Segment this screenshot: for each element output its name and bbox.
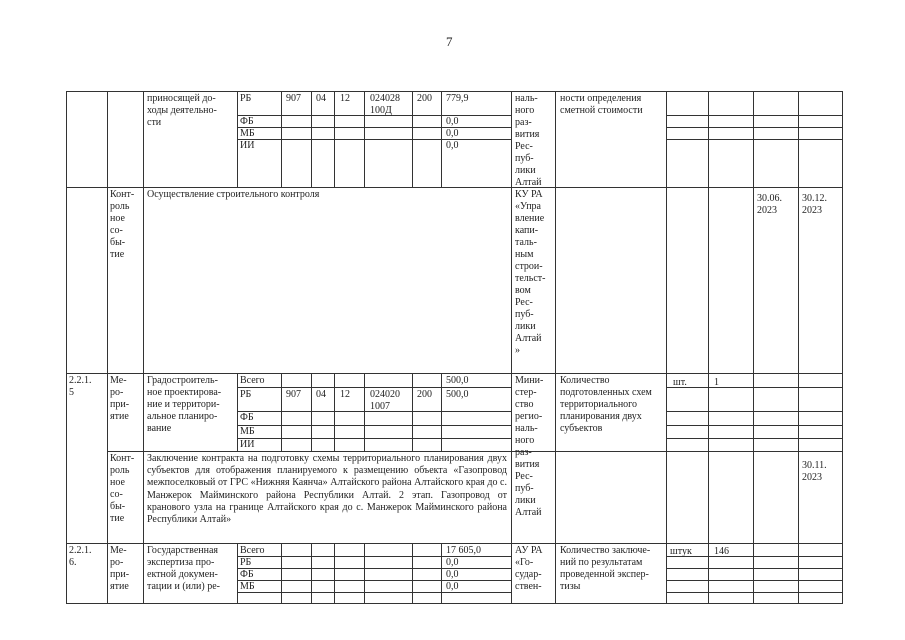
rz-code: 04: [316, 389, 326, 400]
event-name: приносящей до- ходы деятельно- сти: [147, 93, 217, 128]
indicator: ности определения сметной стоимости: [560, 93, 643, 116]
funding-source: РБ: [240, 389, 252, 400]
item-number: 2.2.1. 5: [69, 375, 92, 398]
date-end: 30.11. 2023: [802, 460, 827, 483]
amount: 500,0: [446, 375, 469, 386]
amount: 0,0: [446, 569, 459, 580]
rz-code: 04: [316, 93, 326, 104]
event-kind: Конт- роль ное со- бы- тие: [110, 189, 135, 260]
csr-code: 024028 100Д: [370, 93, 400, 116]
funding-source: ИИ: [240, 140, 255, 151]
amount: 0,0: [446, 557, 459, 568]
page-number: 7: [446, 34, 453, 49]
vr-code: 200: [417, 389, 432, 400]
event-name: Градостроитель- ное проектирова- ние и территори- альное планиро- вание: [147, 375, 222, 434]
funding-source: ИИ: [240, 439, 255, 450]
indicator: Количество заключе- ний по результатам проведенной экспер- тизы: [560, 545, 651, 592]
responsible: Мини- стер- ство регио- наль- ного раз- вития Рес- пуб- лики Алтай: [515, 375, 544, 518]
funding-source: РБ: [240, 557, 252, 568]
pr-code: 12: [340, 93, 350, 104]
event-kind: Ме- ро- при- ятие: [110, 375, 130, 422]
funding-source: Всего: [240, 545, 265, 556]
event-name: Государственная экспертиза про- ектной докумен- тации и (или) ре-: [147, 545, 220, 592]
gr-code: 907: [286, 389, 301, 400]
date-end: 30.12. 2023: [802, 193, 827, 216]
amount: 500,0: [446, 389, 469, 400]
csr-code: 024020 1007: [370, 389, 400, 412]
amount: 779,9: [446, 93, 469, 104]
event-kind: Ме- ро- при- ятие: [110, 545, 130, 592]
vr-code: 200: [417, 93, 432, 104]
pr-code: 12: [340, 389, 350, 400]
date-start: 30.06. 2023: [757, 193, 782, 216]
event-description: Заключение контракта на подготовку схемы территориального планирования двух субъектов для отображения планируемого к размещению объекта «Газопровод межпоселковый от ГРС «Нижняя Каянча» Алтайского района Алтайского края до с. Манжерок Майминского района Республики Алтай. 2 этап. Газопровод от кранового узла на границе Алтайского края до с. Манжерок Майминского района Республики Алтай»: [147, 453, 507, 526]
indicator: Количество подготовленных схем территориального планирования двух субъектов: [560, 375, 652, 434]
funding-source: МБ: [240, 128, 255, 139]
unit: штук: [670, 546, 692, 557]
responsible: КУ РА «Упра вление капи- таль- ным строи- тельст- вом Рес- пуб- лики Алтай »: [515, 189, 546, 356]
gr-code: 907: [286, 93, 301, 104]
item-number: 2.2.1. 6.: [69, 545, 92, 568]
funding-source: РБ: [240, 93, 252, 104]
funding-source: ФБ: [240, 116, 254, 127]
funding-source: ФБ: [240, 569, 254, 580]
funding-source: МБ: [240, 581, 255, 592]
funding-source: ФБ: [240, 412, 254, 423]
funding-source: Всего: [240, 375, 265, 386]
amount: 0,0: [446, 140, 459, 151]
amount: 17 605,0: [446, 545, 481, 556]
unit: шт.: [673, 377, 687, 388]
responsible: наль- ного раз- вития Рес- пуб- лики Алтай: [515, 93, 542, 188]
responsible: АУ РА «Го- судар- ствен-: [515, 545, 543, 592]
amount: 0,0: [446, 116, 459, 127]
event-kind: Конт- роль ное со- бы- тие: [110, 453, 135, 524]
amount: 0,0: [446, 128, 459, 139]
value: 146: [714, 546, 729, 557]
event-title: Осуществление строительного контроля: [147, 189, 320, 200]
amount: 0,0: [446, 581, 459, 592]
funding-source: МБ: [240, 426, 255, 437]
value: 1: [714, 377, 719, 388]
